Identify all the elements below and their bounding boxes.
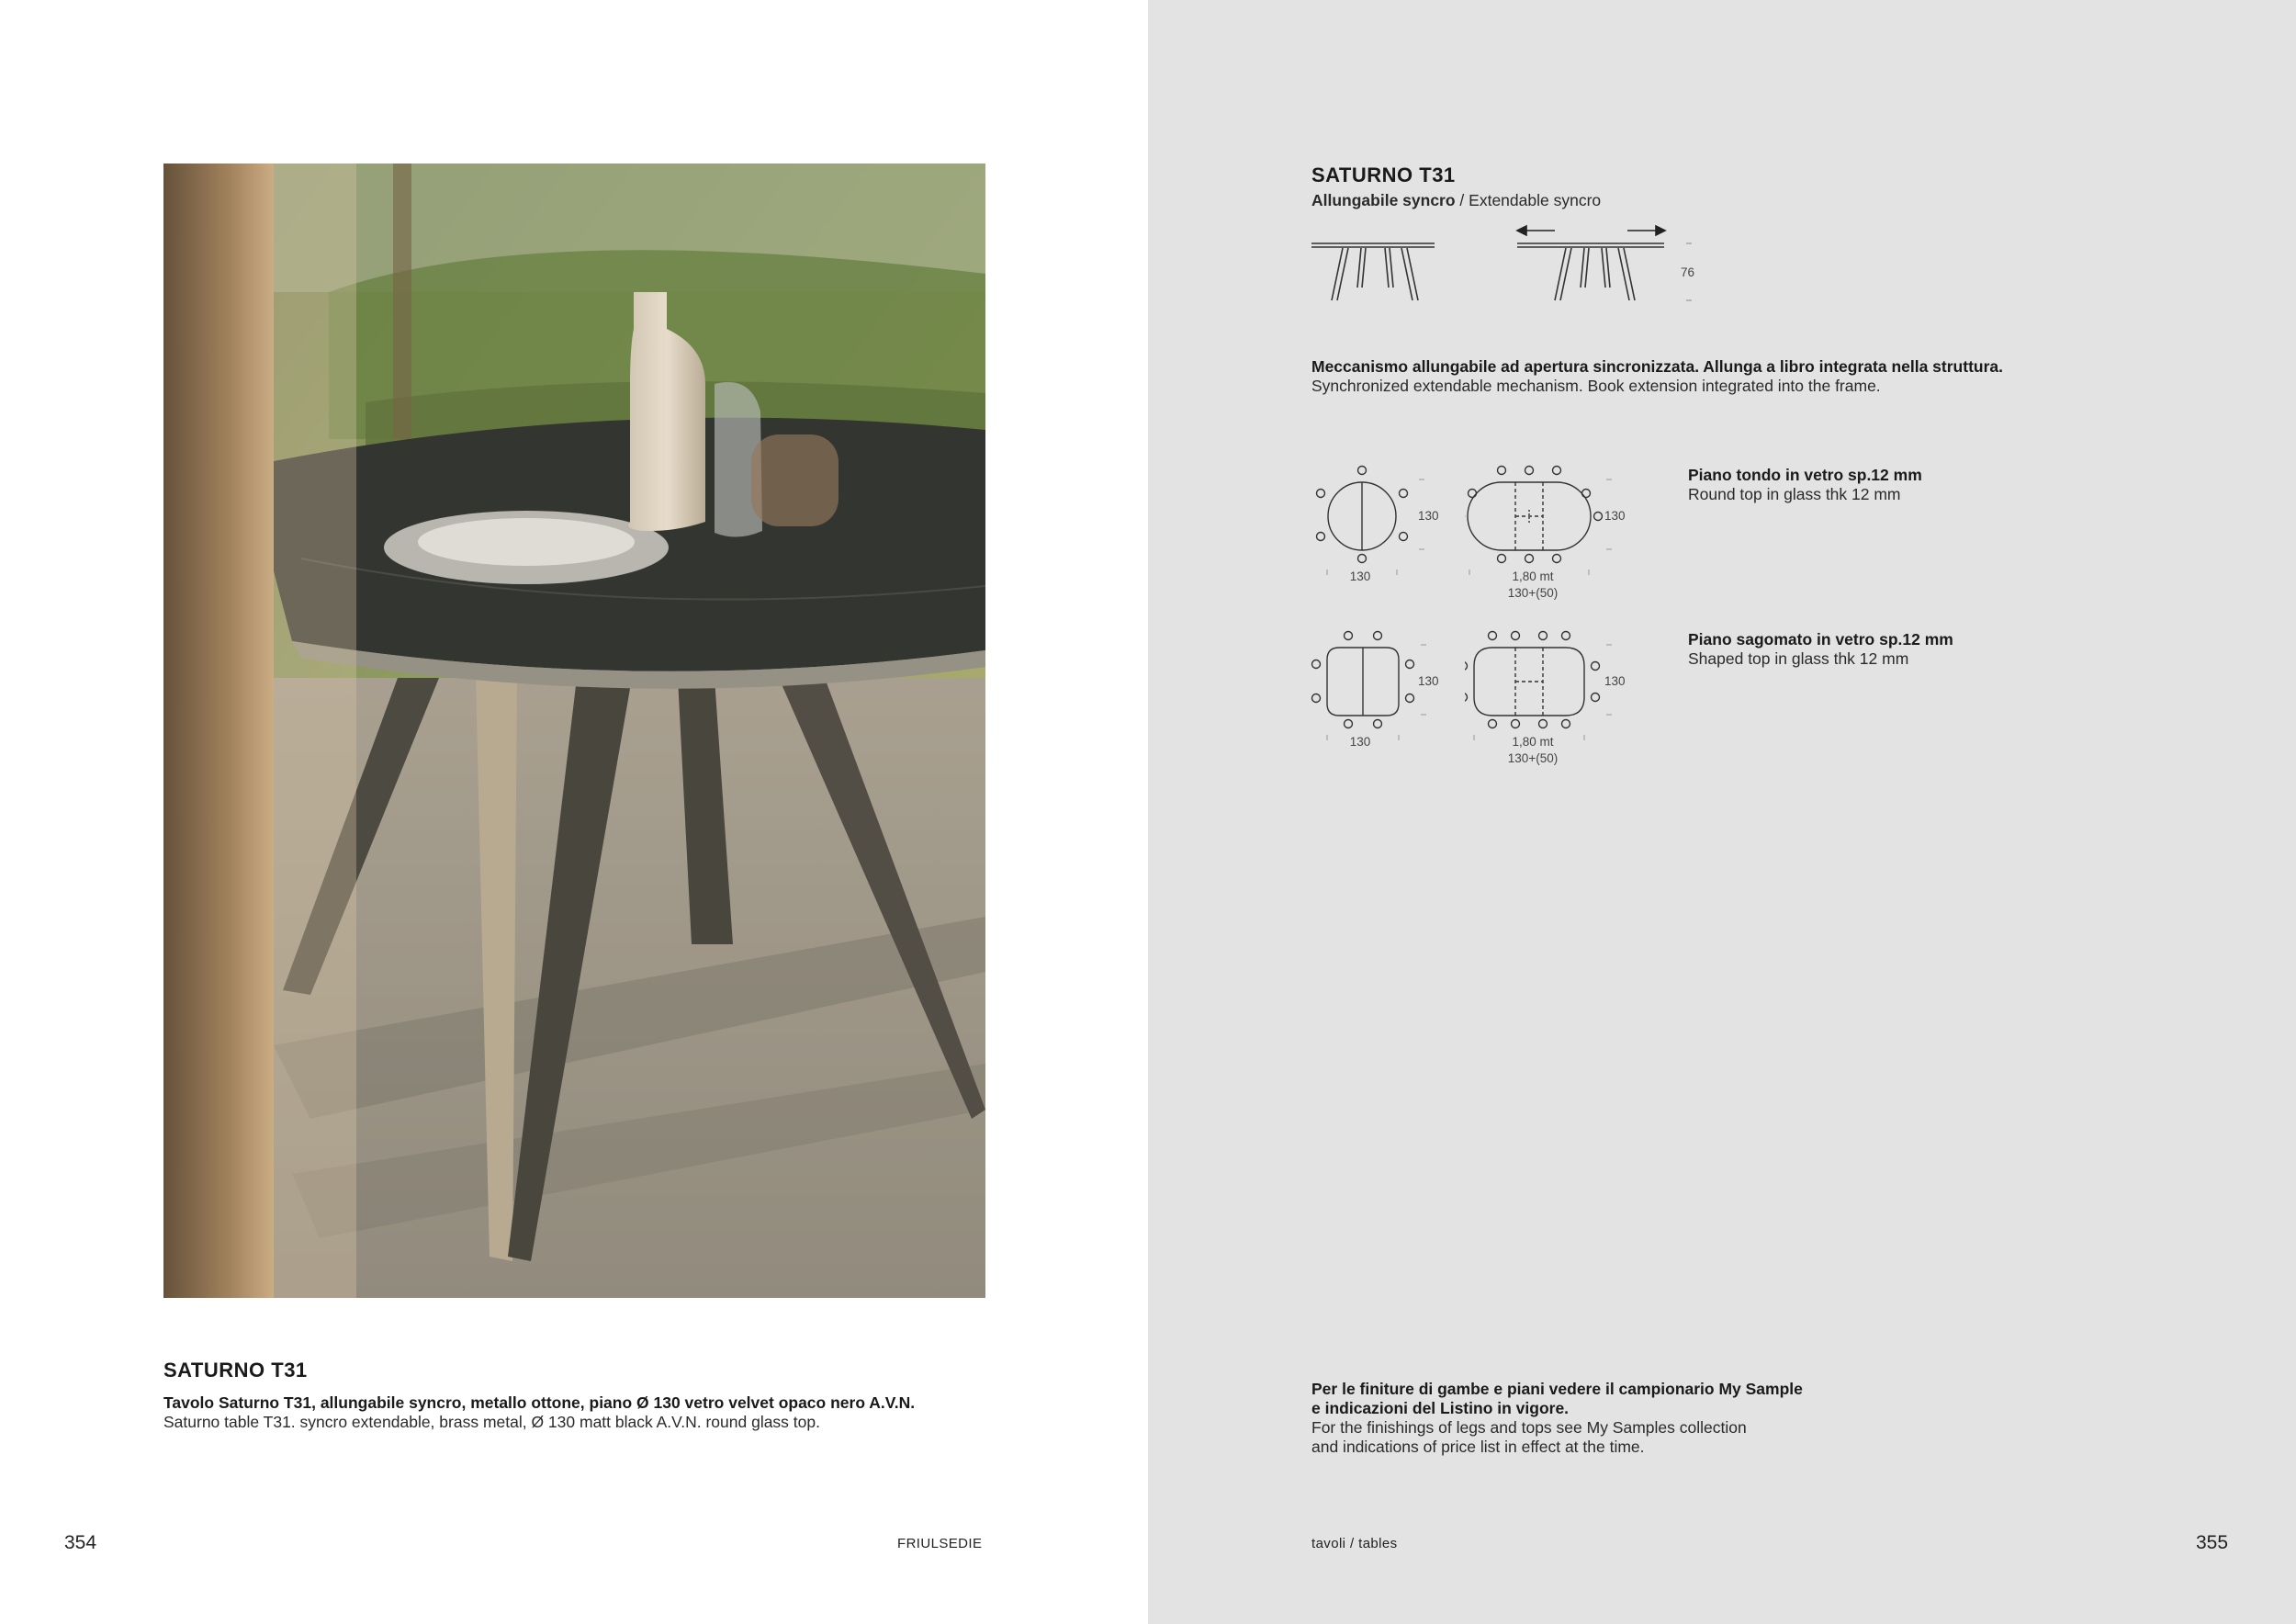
variant2-open-length: 1,80 mt bbox=[1512, 735, 1554, 749]
variant1-open-length: 1,80 mt bbox=[1512, 570, 1554, 583]
finishes-italian-line1: Per le finiture di gambe e piani vedere il campionario My Sample bbox=[1311, 1380, 1803, 1398]
variant2-desc-english: Shaped top in glass thk 12 mm bbox=[1688, 649, 1909, 668]
caption-italian: Tavolo Saturno T31, allungabile syncro, metallo ottone, piano Ø 130 vetro velvet opaco nero A.V.N. bbox=[163, 1393, 916, 1412]
section-separator: / bbox=[1345, 1536, 1359, 1551]
subtitle-italian: Allungabile syncro bbox=[1311, 191, 1456, 209]
height-dimension: 76 bbox=[1681, 265, 1695, 279]
variant1-closed-depth: 130 bbox=[1418, 509, 1439, 523]
product-photo bbox=[163, 164, 985, 1298]
side-view-open-drawing bbox=[1515, 216, 1736, 308]
mechanism-english: Synchronized extendable mechanism. Book extension integrated into the frame. bbox=[1311, 377, 1881, 395]
spec-title: SATURNO T31 bbox=[1311, 164, 1456, 186]
right-page bbox=[1148, 0, 2296, 1624]
finishes-english-line2: and indications of price list in effect at the time. bbox=[1311, 1438, 1645, 1456]
variant2-open-depth: 130 bbox=[1604, 674, 1626, 688]
variant1-open-depth: 130 bbox=[1604, 509, 1626, 523]
subtitle-english: Extendable syncro bbox=[1469, 191, 1602, 209]
section-italian: tavoli bbox=[1311, 1536, 1346, 1551]
variant2-open-formula: 130+(50) bbox=[1507, 751, 1559, 765]
variant2-desc-italian: Piano sagomato in vetro sp.12 mm bbox=[1688, 630, 1953, 648]
variant1-desc-italian: Piano tondo in vetro sp.12 mm bbox=[1688, 466, 1922, 484]
section-label bbox=[1311, 1536, 1398, 1551]
spec-subtitle bbox=[1311, 191, 1601, 210]
page-number-left: 354 bbox=[64, 1532, 97, 1553]
mechanism-italian: Meccanismo allungabile ad apertura sincronizzata. Allunga a libro integrata nella struttura. bbox=[1311, 357, 2003, 376]
page-number-right: 355 bbox=[2196, 1532, 2229, 1553]
extension-arrows bbox=[1517, 226, 1665, 235]
side-view-closed-drawing bbox=[1304, 216, 1525, 308]
variant1-desc-english: Round top in glass thk 12 mm bbox=[1688, 485, 1901, 503]
shaped-top-open-plan bbox=[1465, 625, 1621, 749]
variant1-open-formula: 130+(50) bbox=[1507, 586, 1559, 600]
finishes-english-line1: For the finishings of legs and tops see My Samples collection bbox=[1311, 1418, 1747, 1437]
variant2-closed-width: 130 bbox=[1349, 735, 1371, 749]
caption-english: Saturno table T31. syncro extendable, brass metal, Ø 130 matt black A.V.N. round glass top. bbox=[163, 1413, 820, 1431]
variant2-closed-depth: 130 bbox=[1418, 674, 1439, 688]
product-title: SATURNO T31 bbox=[163, 1359, 308, 1382]
section-english: tables bbox=[1358, 1536, 1398, 1551]
variant1-closed-width: 130 bbox=[1349, 570, 1371, 583]
subtitle-separator: / bbox=[1455, 191, 1469, 209]
brand-name: FRIULSEDIE bbox=[897, 1536, 983, 1551]
round-top-open-plan bbox=[1465, 459, 1621, 583]
finishes-italian-line2: e indicazioni del Listino in vigore. bbox=[1311, 1399, 1570, 1417]
